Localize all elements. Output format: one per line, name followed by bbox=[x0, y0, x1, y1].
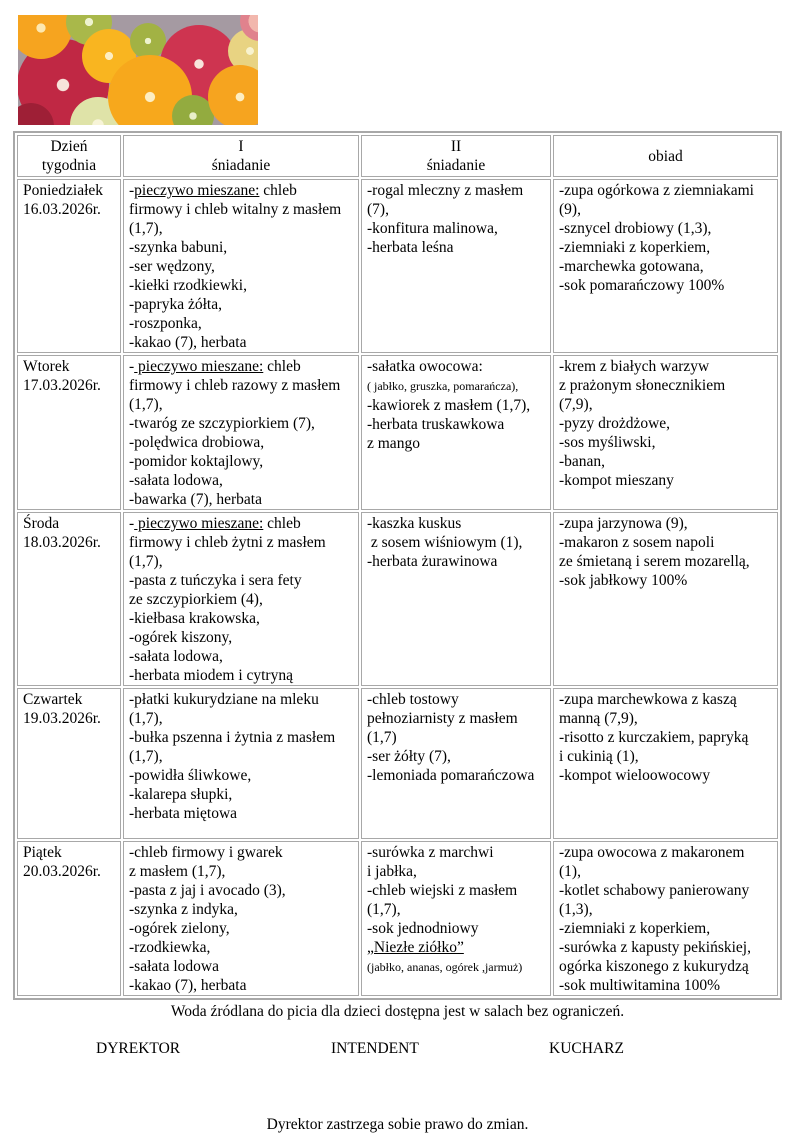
menu-row bbox=[17, 841, 778, 996]
menu-item-line: -sok multiwitamina 100% bbox=[559, 977, 721, 994]
menu-item-line: -sałata lodowa, bbox=[129, 648, 223, 665]
col-header-dinner-label: obiad bbox=[648, 147, 683, 165]
menu-item-line: -bułka pszenna i żytnia z masłem bbox=[129, 729, 336, 746]
menu-item-line: (7,9), bbox=[559, 396, 593, 413]
menu-item-line: (1,7), bbox=[129, 220, 163, 237]
menu-item-line: -surówka z marchwi bbox=[367, 844, 494, 861]
col-header-day bbox=[17, 135, 121, 177]
menu-item-line: -kawiorek z masłem (1,7), bbox=[367, 397, 531, 414]
menu-item-line: -zupa ogórkowa z ziemniakami bbox=[559, 182, 754, 199]
breakfast2-cell bbox=[361, 841, 551, 996]
disclaimer-note: Dyrektor zastrzega sobie prawo do zmian. bbox=[266, 1116, 529, 1133]
menu-item-line: „Niezłe ziółko” bbox=[367, 939, 464, 956]
menu-item-line: -płatki kukurydziane na mleku bbox=[129, 691, 319, 708]
menu-item-line: -rzodkiewka, bbox=[129, 939, 211, 956]
water-availability-note: Woda źródlana do picia dla dzieci dostępna jest w salach bez ograniczeń. bbox=[170, 1003, 625, 1020]
breakfast1-cell bbox=[123, 688, 359, 839]
menu-item-line: -rogal mleczny z masłem bbox=[367, 182, 524, 199]
dinner-cell bbox=[553, 841, 778, 996]
menu-item-line: -zupa jarzynowa (9), bbox=[559, 515, 688, 532]
dinner-cell bbox=[553, 512, 778, 686]
menu-row bbox=[17, 688, 778, 839]
menu-item-line: z prażonym słonecznikiem bbox=[559, 377, 726, 394]
menu-item-line: -kiełbasa krakowska, bbox=[129, 610, 260, 627]
menu-item-line: -sos myśliwski, bbox=[559, 434, 656, 451]
menu-item-line: -sok jabłkowy 100% bbox=[559, 572, 688, 589]
menu-item-line: (9), bbox=[559, 201, 581, 218]
menu-item-line: -surówka z kapusty pekińskiej, bbox=[559, 939, 751, 956]
menu-item-line: -banan, bbox=[559, 453, 606, 470]
day-date: 18.03.2026r. bbox=[23, 534, 101, 551]
menu-item-line: -pasta z tuńczyka i sera fety bbox=[129, 572, 302, 589]
menu-item-line: -ziemniaki z koperkiem, bbox=[559, 239, 711, 256]
menu-item-line: -pieczywo mieszane: chleb bbox=[129, 182, 297, 199]
menu-item-line: i jabłka, bbox=[367, 863, 417, 880]
dinner-cell bbox=[553, 688, 778, 839]
col-header-dinner bbox=[553, 135, 778, 177]
menu-item-line: -bawarka (7), herbata bbox=[129, 491, 262, 508]
day-cell bbox=[17, 841, 121, 996]
menu-item-line: -papryka żółta, bbox=[129, 296, 222, 313]
citrus-fruits-photo bbox=[18, 15, 258, 125]
col-header-breakfast2-line1: II bbox=[450, 138, 462, 155]
day-cell bbox=[17, 355, 121, 510]
menu-item-line: ogórka kiszonego z kukurydzą bbox=[559, 958, 749, 975]
menu-item-line: ( jabłko, gruszka, pomarańcza), bbox=[367, 379, 519, 393]
day-name: Wtorek bbox=[23, 358, 70, 375]
menu-item-line: firmowy i chleb żytni z masłem bbox=[129, 534, 326, 551]
header-row bbox=[17, 135, 778, 177]
menu-item-line: (jabłko, ananas, ogórek ,jarmuż) bbox=[367, 960, 523, 974]
menu-item-line: -chleb wiejski z masłem bbox=[367, 882, 518, 899]
menu-item-line: -lemoniada pomarańczowa bbox=[367, 767, 535, 784]
menu-item-line: -kompot mieszany bbox=[559, 472, 674, 489]
dinner-cell bbox=[553, 179, 778, 353]
menu-item-line: -kalarepa słupki, bbox=[129, 786, 233, 803]
menu-item-line: -sok jednodniowy bbox=[367, 920, 479, 937]
menu-item-line: -herbata truskawkowa bbox=[367, 416, 505, 433]
menu-item-line: z mango bbox=[367, 435, 420, 452]
menu-item-line: z masłem (1,7), bbox=[129, 863, 226, 880]
day-date: 20.03.2026r. bbox=[23, 863, 101, 880]
day-cell bbox=[17, 179, 121, 353]
menu-item-line: -kakao (7), herbata bbox=[129, 977, 247, 994]
menu-item-line: (1), bbox=[559, 863, 581, 880]
menu-item-line: -sałatka owocowa: bbox=[367, 358, 483, 375]
menu-item-line: z sosem wiśniowym (1), bbox=[367, 534, 523, 551]
menu-item-line: -polędwica drobiowa, bbox=[129, 434, 265, 451]
menu-item-line: -herbata żurawinowa bbox=[367, 553, 498, 570]
menu-item-line: -kiełki rzodkiewki, bbox=[129, 277, 247, 294]
day-date: 17.03.2026r. bbox=[23, 377, 101, 394]
menu-item-line: -zupa owocowa z makaronem bbox=[559, 844, 745, 861]
menu-item-line: (1,7) bbox=[367, 729, 397, 746]
menu-item-line: -twaróg ze szczypiorkiem (7), bbox=[129, 415, 315, 432]
breakfast2-cell bbox=[361, 688, 551, 839]
signature-kucharz: KUCHARZ bbox=[549, 1040, 624, 1057]
col-header-breakfast1 bbox=[123, 135, 359, 177]
menu-item-line: ze śmietaną i serem mozarellą, bbox=[559, 553, 750, 570]
day-name: Poniedziałek bbox=[23, 182, 104, 199]
day-cell bbox=[17, 512, 121, 686]
menu-item-line: -szynka babuni, bbox=[129, 239, 228, 256]
menu-item-line: -herbata leśna bbox=[367, 239, 454, 256]
menu-item-line: -pomidor koktajlowy, bbox=[129, 453, 264, 470]
col-header-breakfast1-line1: I bbox=[238, 138, 244, 155]
menu-item-line: (1,7), bbox=[129, 748, 163, 765]
day-name: Środa bbox=[23, 515, 60, 532]
menu-item-line: -kompot wieloowocowy bbox=[559, 767, 711, 784]
menu-item-line: (1,7), bbox=[129, 553, 163, 570]
menu-item-line: (1,7), bbox=[129, 710, 163, 727]
menu-item-line: -herbata miodem i cytryną bbox=[129, 667, 293, 684]
menu-item-line: -chleb tostowy bbox=[367, 691, 459, 708]
menu-item-line: -pyzy drożdżowe, bbox=[559, 415, 671, 432]
menu-item-line: -ser wędzony, bbox=[129, 258, 215, 275]
col-header-breakfast2-line2: śniadanie bbox=[426, 157, 486, 174]
dinner-cell bbox=[553, 355, 778, 510]
col-header-breakfast2 bbox=[361, 135, 551, 177]
menu-item-line: -herbata miętowa bbox=[129, 805, 238, 822]
menu-item-line: -powidła śliwkowe, bbox=[129, 767, 252, 784]
day-date: 16.03.2026r. bbox=[23, 201, 101, 218]
menu-item-line: -pasta z jaj i avocado (3), bbox=[129, 882, 286, 899]
menu-item-line: -szynka z indyka, bbox=[129, 901, 238, 918]
menu-item-line: - pieczywo mieszane: chleb bbox=[129, 515, 301, 532]
menu-item-line: -ser żółty (7), bbox=[367, 748, 451, 765]
day-name: Czwartek bbox=[23, 691, 83, 708]
menu-item-line: (1,7), bbox=[367, 901, 401, 918]
breakfast1-cell bbox=[123, 841, 359, 996]
day-cell bbox=[17, 688, 121, 839]
signature-intendent: INTENDENT bbox=[331, 1040, 419, 1057]
menu-item-line: -kotlet schabowy panierowany bbox=[559, 882, 750, 899]
breakfast2-cell bbox=[361, 179, 551, 353]
menu-item-line: pełnoziarnisty z masłem bbox=[367, 710, 518, 727]
col-header-day-line2: tygodnia bbox=[41, 157, 97, 174]
menu-item-line: -sałata lodowa, bbox=[129, 472, 223, 489]
menu-item-line: -kakao (7), herbata bbox=[129, 334, 247, 351]
menu-item-line: -risotto z kurczakiem, papryką bbox=[559, 729, 749, 746]
signatures-row bbox=[0, 1039, 795, 1059]
menu-item-line: -sałata lodowa bbox=[129, 958, 219, 975]
menu-item-line: -krem z białych warzyw bbox=[559, 358, 710, 375]
menu-item-line: - pieczywo mieszane: chleb bbox=[129, 358, 301, 375]
menu-item-line: -ogórek kiszony, bbox=[129, 629, 233, 646]
menu-item-line: -zupa marchewkowa z kaszą bbox=[559, 691, 737, 708]
menu-item-line: manną (7,9), bbox=[559, 710, 638, 727]
menu-item-line: -sok pomarańczowy 100% bbox=[559, 277, 725, 294]
menu-item-line: -makaron z sosem napoli bbox=[559, 534, 715, 551]
menu-item-line: -konfitura malinowa, bbox=[367, 220, 498, 237]
menu-item-line: firmowy i chleb witalny z masłem bbox=[129, 201, 342, 218]
menu-item-line: firmowy i chleb razowy z masłem bbox=[129, 377, 341, 394]
menu-row bbox=[17, 179, 778, 353]
breakfast2-cell bbox=[361, 355, 551, 510]
menu-item-line: -kaszka kuskus bbox=[367, 515, 462, 532]
breakfast2-cell bbox=[361, 512, 551, 686]
menu-item-line: ze szczypiorkiem (4), bbox=[129, 591, 263, 608]
col-header-breakfast1-line2: śniadanie bbox=[211, 157, 271, 174]
menu-item-line: -roszponka, bbox=[129, 315, 202, 332]
signature-dyrektor: DYREKTOR bbox=[96, 1040, 181, 1057]
menu-item-line: -ogórek zielony, bbox=[129, 920, 230, 937]
menu-item-line: (1,7), bbox=[129, 396, 163, 413]
menu-item-line: (7), bbox=[367, 201, 389, 218]
menu-row bbox=[17, 355, 778, 510]
menu-item-line: -ziemniaki z koperkiem, bbox=[559, 920, 711, 937]
breakfast1-cell bbox=[123, 355, 359, 510]
menu-item-line: (1,3), bbox=[559, 901, 593, 918]
menu-item-line: i cukinią (1), bbox=[559, 748, 639, 765]
menu-row bbox=[17, 512, 778, 686]
menu-item-line: -sznycel drobiowy (1,3), bbox=[559, 220, 712, 237]
day-date: 19.03.2026r. bbox=[23, 710, 101, 727]
col-header-day-line1: Dzień bbox=[50, 138, 88, 155]
menu-item-line: -marchewka gotowana, bbox=[559, 258, 704, 275]
weekly-menu-table bbox=[13, 131, 782, 1000]
breakfast1-cell bbox=[123, 179, 359, 353]
breakfast1-cell bbox=[123, 512, 359, 686]
day-name: Piątek bbox=[23, 844, 62, 861]
menu-item-line: -chleb firmowy i gwarek bbox=[129, 844, 283, 861]
